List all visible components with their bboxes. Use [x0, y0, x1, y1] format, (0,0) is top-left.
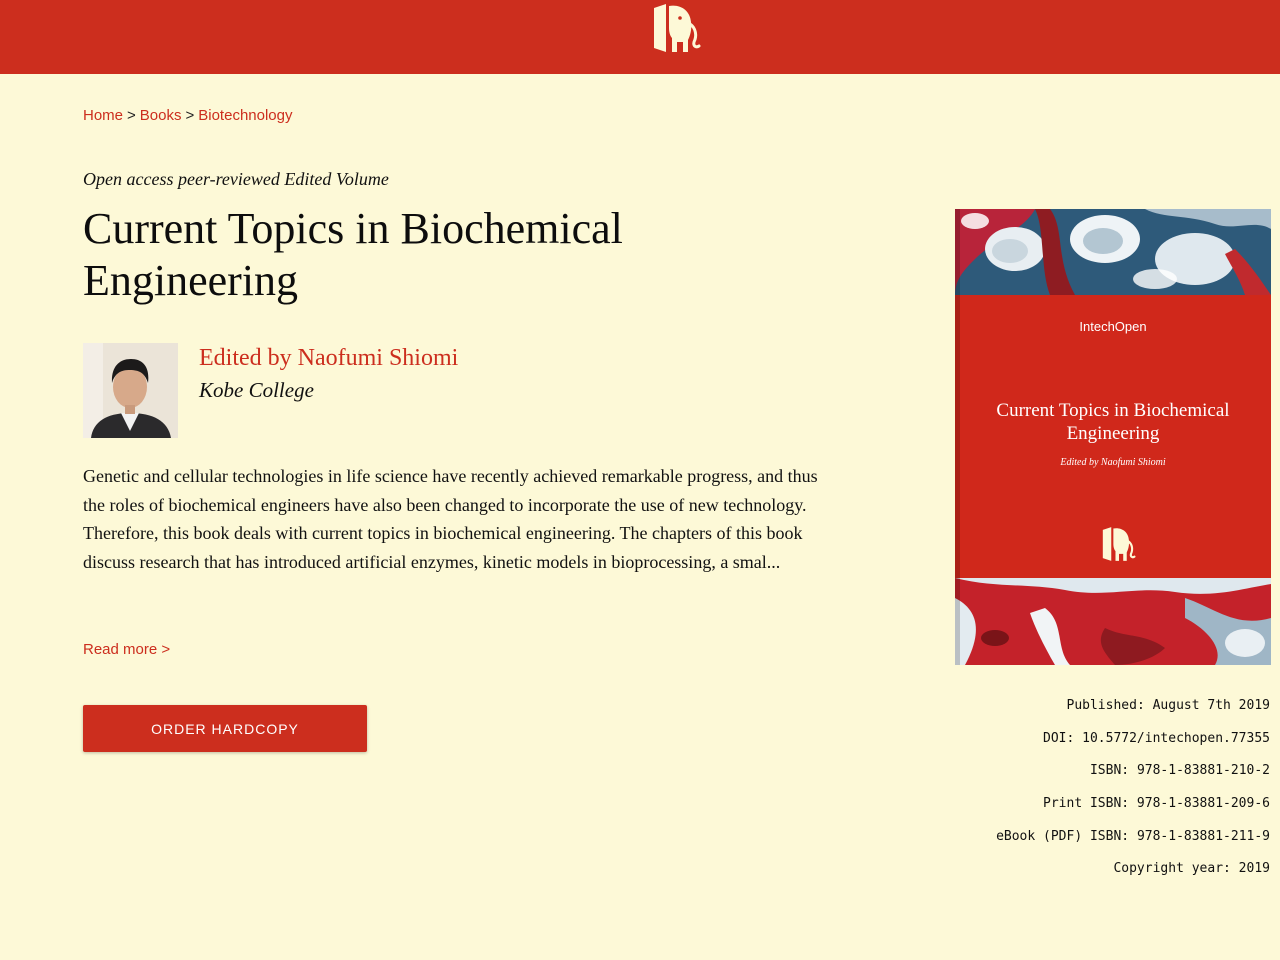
breadcrumb-home[interactable]: Home — [83, 107, 124, 124]
editor-affiliation: Kobe College — [199, 378, 314, 402]
breadcrumb-separator: > — [127, 107, 136, 124]
breadcrumb-separator: > — [185, 107, 195, 124]
editor-name-link[interactable]: Edited by Naofumi Shiomi — [199, 345, 459, 371]
cover-editor: Edited by Naofumi Shiomi — [1060, 457, 1166, 468]
page-title: Current Topics in Biochemical Engineering — [83, 204, 623, 305]
book-cover[interactable] — [955, 209, 1271, 665]
book-type-label: Open access peer-reviewed Edited Volume — [83, 169, 389, 189]
isbn: ISBN: 978-1-83881-210-2 — [1089, 763, 1270, 779]
intechopen-elephant-icon — [1100, 525, 1138, 563]
order-hardcopy-button[interactable]: ORDER HARDCOPY — [83, 705, 367, 752]
copyright-year: Copyright year: 2019 — [1113, 861, 1270, 877]
breadcrumb-books[interactable]: Books — [139, 107, 182, 124]
breadcrumb-biotechnology[interactable]: Biotechnology — [198, 107, 293, 124]
breadcrumb — [83, 107, 292, 124]
intechopen-elephant-icon — [650, 2, 704, 54]
cover-spine-shade — [955, 209, 960, 665]
book-metadata — [950, 697, 1270, 893]
top-navigation-bar — [0, 0, 1280, 74]
published-date: Published: August 7th 2019 — [1066, 698, 1270, 713]
doi: DOI: 10.5772/intechopen.77355 — [1043, 730, 1270, 746]
ebook-isbn: eBook (PDF) ISBN: 978-1-83881-211-9 — [996, 828, 1270, 844]
read-more-link[interactable]: Read more > — [83, 641, 171, 658]
editor-portrait-image — [83, 343, 178, 438]
book-description: Genetic and cellular technologies in life science have recently achieved remarkable progress, and thus the roles of biochemical engineers have also been changed to incorporate the use of new technology. Therefore, this book deals with current topics in biochemical engineering. The chapters of this book discuss research that has introduced artificial enzymes, kinetic models in bioprocessing, a smal... — [83, 466, 818, 572]
cover-publisher: IntechOpen — [1079, 319, 1147, 334]
cover-marble-art-bottom — [955, 578, 1271, 665]
cover-title: Current Topics in Biochemical Engineering — [996, 400, 1230, 444]
cover-marble-art-top — [955, 209, 1271, 295]
editor-avatar[interactable] — [83, 343, 178, 438]
print-isbn: Print ISBN: 978-1-83881-209-6 — [1043, 796, 1270, 812]
